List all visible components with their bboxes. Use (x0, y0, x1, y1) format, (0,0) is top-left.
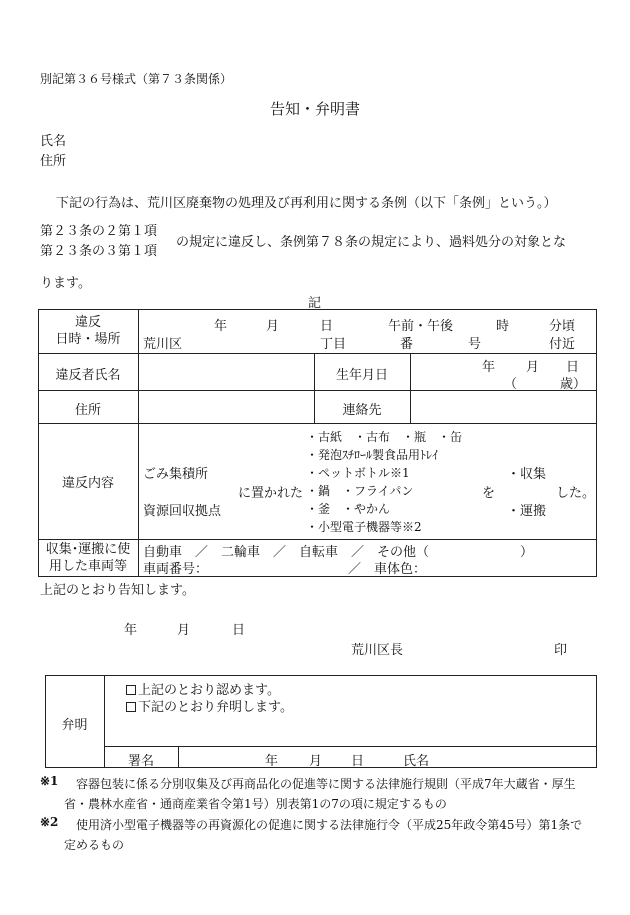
list-item: ・ペットボトル※1 (306, 466, 410, 480)
note-2-line-1: 使用済小型電子機器等の再資源化の促進に関する法律施行令（平成25年政令第45号）第1条で (76, 818, 583, 832)
defense-day-label: 日 (351, 754, 365, 769)
defense-month-label: 月 (309, 754, 323, 769)
item-list (306, 428, 462, 536)
list-item: ・釜 ・やかん (306, 502, 391, 516)
go-label: 号 (468, 337, 482, 352)
notice-month-label: 月 (177, 623, 191, 638)
list-item: ・鍋 ・フライパン (306, 484, 414, 498)
table-rule (38, 539, 597, 540)
violation-clause: の規定に違反し、条例第７８条の規定により、過料処分の対象とな (176, 235, 567, 250)
age-open: （ (504, 377, 518, 392)
wo-particle: を (482, 486, 496, 501)
contact-label: 連絡先 (342, 403, 382, 418)
body-color-label: ／ 車体色： (348, 562, 427, 577)
notice-day-label: 日 (232, 623, 246, 638)
list-item: ・小型電子機器等※2 (306, 520, 422, 534)
address-label: 住所 (40, 154, 67, 169)
action-collect: ・収集 (507, 467, 547, 482)
defense-rule (178, 746, 179, 768)
vehicle-label: 収集･運搬に使 用した車両等 (45, 542, 131, 574)
name-label: 氏名 (40, 134, 67, 149)
violation-day-label: 日 (320, 319, 334, 334)
defense-option-admit[interactable]: 上記のとおり認めます。 (126, 679, 280, 698)
violator-address-label: 住所 (74, 403, 101, 418)
checkbox[interactable] (126, 685, 136, 695)
plate-number-label: 車両番号： (143, 562, 209, 577)
seal-mark: 印 (554, 643, 568, 658)
list-item: ・発泡ｽﾁﾛｰﾙ製食品用ﾄﾚｲ (306, 448, 439, 462)
checkbox[interactable] (126, 702, 136, 712)
mayor-label: 荒川区長 (351, 643, 404, 658)
article-b: 第２３条の３第１項 (40, 244, 158, 259)
vehicle-types: 自動車 ／ 二輪車 ／ 自転車 ／ その他（ ） (143, 545, 534, 560)
defense-label: 弁明 (61, 718, 88, 733)
violation-month-label: 月 (266, 319, 280, 334)
action-transport: ・運搬 (507, 504, 547, 519)
violation-clause-end: ります。 (40, 276, 91, 291)
notice-year-label: 年 (124, 623, 138, 638)
defense-year-label: 年 (265, 754, 279, 769)
birth-month-label: 月 (526, 360, 540, 375)
ban-label: 番 (400, 337, 414, 352)
table-rule (138, 309, 139, 577)
birthdate-label: 生年月日 (335, 368, 388, 383)
intro-text: 下記の行為は、荒川区廃棄物の処理及び再利用に関する条例（以下「条例」という。） (56, 196, 557, 211)
location-resource-point: 資源回収拠点 (143, 504, 222, 519)
minute-label: 分頃 (549, 319, 576, 334)
content-label: 違反内容 (61, 476, 114, 491)
defense-rule (104, 675, 105, 768)
table-rule (38, 423, 597, 424)
table-rule (38, 353, 597, 354)
placed-label: に置かれた (238, 486, 304, 501)
defense-name-label: 氏名 (403, 754, 430, 769)
note-2-line-2: 定めるもの (64, 838, 125, 852)
ward-label: 荒川区 (143, 337, 183, 352)
defense-option-explain[interactable]: 下記のとおり弁明します。 (126, 696, 293, 715)
ampm-label: 午前・午後 (388, 319, 454, 334)
list-item: ・古紙 ・古布 ・瓶 ・缶 (306, 430, 463, 444)
table-rule (410, 353, 411, 423)
form-number: 別記第３６号様式（第７３条関係） (40, 72, 233, 86)
violator-name-label: 違反者氏名 (55, 368, 121, 383)
signature-label: 署名 (128, 754, 155, 769)
hour-label: 時 (496, 319, 510, 334)
age-close: 歳） (560, 377, 587, 392)
form-title: 告知・弁明書 (269, 100, 360, 118)
birth-day-label: 日 (566, 360, 580, 375)
note-1-mark: ※1 (40, 774, 59, 788)
datetime-place-label: 違反 日時・場所 (55, 315, 121, 347)
article-a: 第２３条の２第１項 (40, 224, 158, 239)
note-1-line-2: 省・農林水産省・通商産業省令第1号）別表第1の7の項に規定するもの (64, 797, 447, 811)
vicinity-label: 付近 (549, 337, 576, 352)
violation-year-label: 年 (214, 319, 228, 334)
note-2-mark: ※2 (40, 815, 59, 829)
location-collection-site: ごみ集積所 (143, 467, 209, 482)
notice-statement: 上記のとおり告知します。 (40, 583, 195, 598)
birth-year-label: 年 (482, 360, 496, 375)
did-label: した。 (556, 486, 596, 501)
ki-marker: 記 (308, 296, 322, 311)
chome-label: 丁目 (320, 337, 347, 352)
note-1-line-1: 容器包装に係る分別収集及び再商品化の促進等に関する法律施行規則（平成7年大蔵省・厚生 (76, 777, 576, 791)
